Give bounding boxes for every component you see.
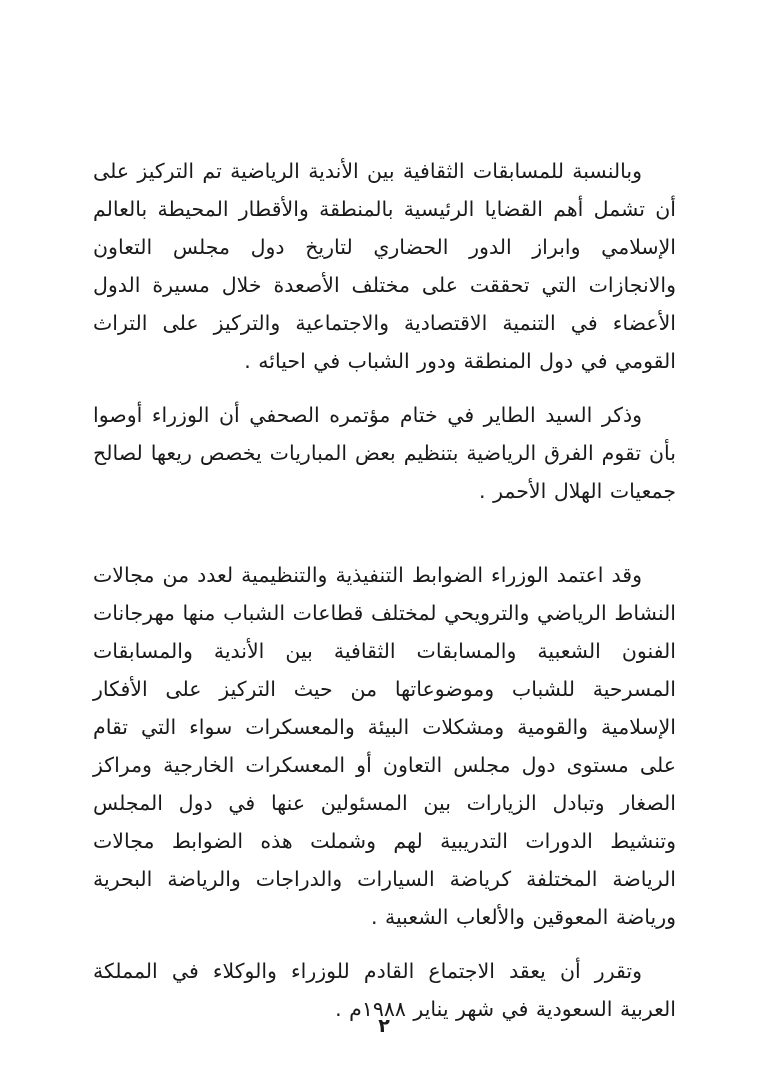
page-number: ٢ xyxy=(378,1015,390,1037)
paragraph-press-conference: وذكر السيد الطاير في ختام مؤتمره الصحفي أن الوزراء أوصوا بأن تقوم الفرق الرياضية بتنظيم بعض المباريات يخصص ريعها لصالح جمعيات الهلال الأحمر . xyxy=(93,403,676,503)
paragraph-regulations: وقد اعتمد الوزراء الضوابط التنفيذية والتنظيمية لعدد من مجالات النشاط الرياضي والترويحي لمختلف قطاعات الشباب منها مهرجانات الفنون الشعبية والمسابقات الثقافية بين الأندية والمسابقات المسرحية للشباب وموضوعاتها من حيث التركيز على الأفكار الإسلامية والقومية ومشكلات البيئة والمعسكرات سواء التي تقام على مستوى دول مجلس التعاون أو المعسكرات الخارجية ومراكز الصغار وتبادل الزيارات بين المسئولين عنها في دول المجلس وتنشيط الدورات التدريبية لهم وشملت هذه الضوابط مجالات الرياضة المختلفة كرياضة السيارات والدراجات والرياضة البحرية ورياضة المعوقين والألعاب الشعبية . xyxy=(93,563,676,929)
paragraph-next-meeting: وتقرر أن يعقد الاجتماع القادم للوزراء والوكلاء في المملكة العربية السعودية في شهر يناير ١٩٨٨م . xyxy=(93,959,676,1021)
paragraph-cultural-competitions: وبالنسبة للمسابقات الثقافية بين الأندية الرياضية تم التركيز على أن تشمل أهم القضايا الرئيسية بالمنطقة والأقطار المحيطة بالعالم الإسلامي وابراز الدور الحضاري لتاريخ دول مجلس التعاون والانجازات التي تحققت على مختلف الأصعدة خلال مسيرة الدول الأعضاء في التنمية الاقتصادية والاجتماعية والتركيز على التراث القومي في دول المنطقة ودور الشباب في احيائه . xyxy=(93,159,676,373)
document-body xyxy=(93,152,676,1028)
